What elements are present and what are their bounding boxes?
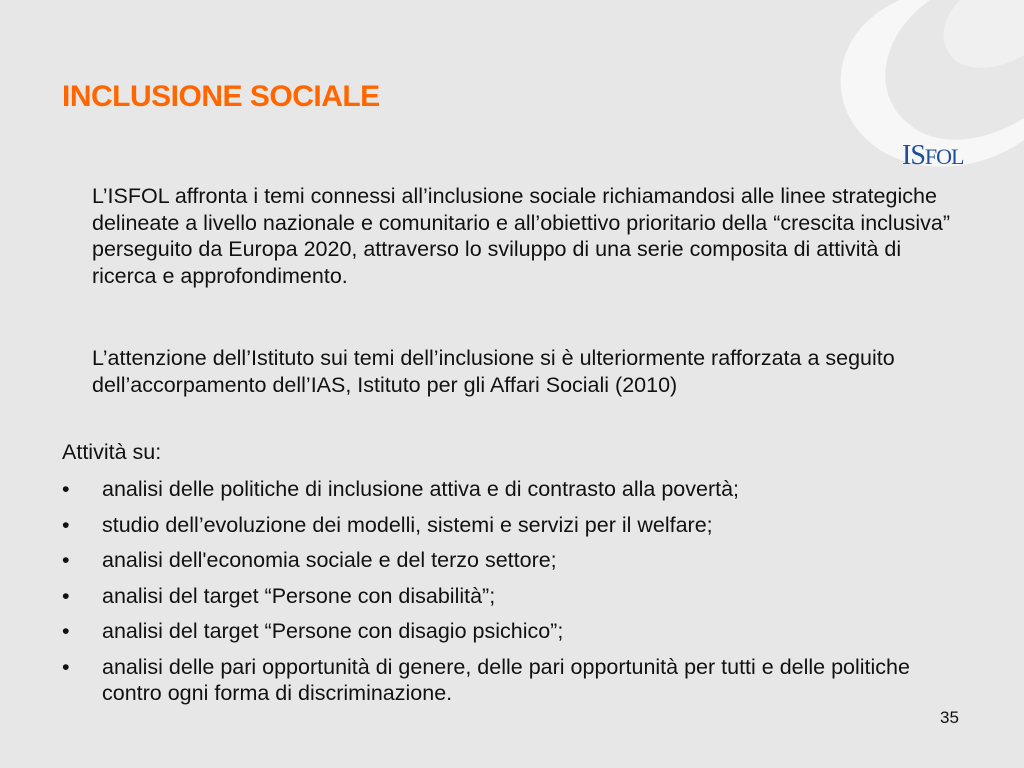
list-item-text: analisi dell'economia sociale e del terzo settore; xyxy=(102,548,557,572)
list-item xyxy=(62,654,972,707)
institute-paragraph: L’attenzione dell’Istituto sui temi dell’inclusione si è ulteriormente rafforzata a seguito dell’accorpamento dell’IAS, Istituto per gli Affari Sociali (2010) xyxy=(92,346,895,397)
activities-label: Attività su: xyxy=(62,440,162,464)
page-number: 35 xyxy=(940,708,959,727)
bullet-icon: • xyxy=(62,477,70,501)
isfol-logo xyxy=(902,142,963,170)
list-item xyxy=(62,583,972,610)
bullet-icon: • xyxy=(62,583,70,608)
bullet-icon: • xyxy=(62,654,70,679)
logo-text-rest: FOL xyxy=(924,144,964,169)
logo-text-main: IS xyxy=(902,140,925,171)
list-item xyxy=(62,476,972,503)
list-item-text: analisi del target “Persone con disabilità”; xyxy=(102,583,496,608)
list-item-text: analisi del target “Persone con disagio psichico”; xyxy=(102,619,564,643)
intro-paragraph: L’ISFOL affronta i temi connessi all’inclusione sociale richiamandosi alle linee strategiche delineate a livello nazionale e comunitario e all’obiettivo prioritario della “crescita inclusiva” perseguito da Europa 2020, attraverso lo sviluppo di una serie composita di attività di ricerca e approfondimento. xyxy=(92,184,951,288)
activities-list xyxy=(62,476,972,716)
bullet-icon: • xyxy=(62,512,70,537)
list-item xyxy=(62,547,972,574)
bullet-icon: • xyxy=(62,548,70,572)
slide-title: INCLUSIONE SOCIALE xyxy=(62,80,380,113)
list-item-text: analisi delle politiche di inclusione attiva e di contrasto alla povertà; xyxy=(102,477,740,501)
bullet-icon: • xyxy=(62,619,70,643)
list-item xyxy=(62,618,972,645)
list-item-text: analisi delle pari opportunità di genere, delle pari opportunità per tutti e delle politiche contro ogni forma di discriminazione. xyxy=(102,654,910,705)
list-item xyxy=(62,512,972,539)
list-item-text: studio dell’evoluzione dei modelli, sistemi e servizi per il welfare; xyxy=(102,512,713,537)
